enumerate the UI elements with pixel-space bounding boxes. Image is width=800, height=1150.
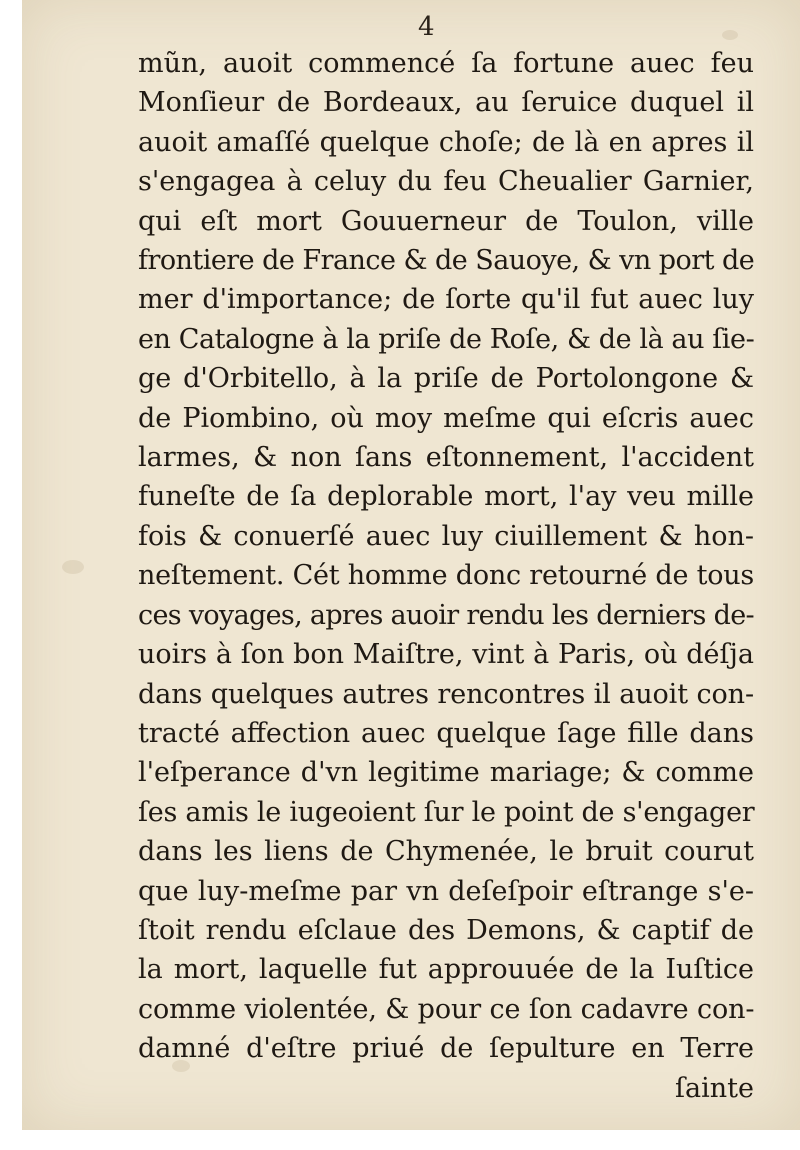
text-line: l'eſperance d'vn legitime mariage; & comme — [138, 757, 754, 789]
text-line: en Catalogne à la priſe de Roſe, & de là au ſie- — [138, 323, 755, 355]
text-line: de Piombino, où moy meſme qui eſcris auec — [138, 402, 754, 434]
text-line: damné d'eſtre priué de ſepulture en Terre — [138, 1033, 754, 1065]
text-line: ſes amis le iugeoient ſur le point de s'engager — [138, 796, 755, 828]
paper-stain — [722, 30, 738, 40]
text-line: dans quelques autres rencontres il auoit con- — [138, 678, 755, 710]
text-line: uoirs à ſon bon Maiſtre, vint à Paris, où déſja — [138, 639, 754, 671]
page-number: 4 — [418, 12, 435, 42]
paper-stain — [62, 560, 84, 574]
text-line: dans les liens de Chymenée, le bruit courut — [138, 836, 754, 868]
text-line: que luy-meſme par vn deſeſpoir eſtrange s'e- — [138, 875, 754, 907]
text-line: auoit amaſſé quelque choſe; de là en apres il — [138, 126, 754, 158]
text-line: ces voyages, apres auoir rendu les derniers de- — [138, 599, 754, 631]
text-line: larmes, & non ſans eſtonnement, l'accident — [138, 442, 754, 474]
text-line: neſtement. Cét homme donc retourné de tous — [138, 560, 754, 592]
text-line: frontiere de France & de Sauoye, & vn port de — [138, 245, 755, 277]
text-line: mũn, auoit commencé ſa fortune auec feu — [138, 48, 754, 79]
text-line: ſtoit rendu eſclaue des Demons, & captif de — [138, 914, 754, 946]
text-line: qui eſt mort Gouuerneur de Toulon, ville — [138, 205, 754, 237]
text-line: Monſieur de Bordeaux, au ſeruice duquel il — [138, 87, 754, 119]
catchword: ſainte — [675, 1072, 754, 1104]
body-text — [138, 44, 754, 1108]
text-line: tracté affection auec quelque ſage fille dans — [138, 717, 754, 749]
text-line: funeſte de ſa deplorable mort, l'ay veu mille — [138, 481, 754, 513]
text-line: la mort, laquelle fut approuuée de la Iuſtice — [138, 954, 754, 986]
text-line: mer d'importance; de ſorte qu'il fut auec luy — [138, 284, 754, 316]
text-line: ge d'Orbitello, à la priſe de Portolongone & — [138, 363, 754, 395]
text-line: fois & conuerſé auec luy ciuillement & hon- — [138, 520, 754, 552]
text-line: s'engagea à celuy du feu Cheualier Garnier, — [138, 166, 754, 198]
text-line: comme violentée, & pour ce ſon cadavre con- — [138, 993, 755, 1025]
book-page — [22, 0, 800, 1130]
